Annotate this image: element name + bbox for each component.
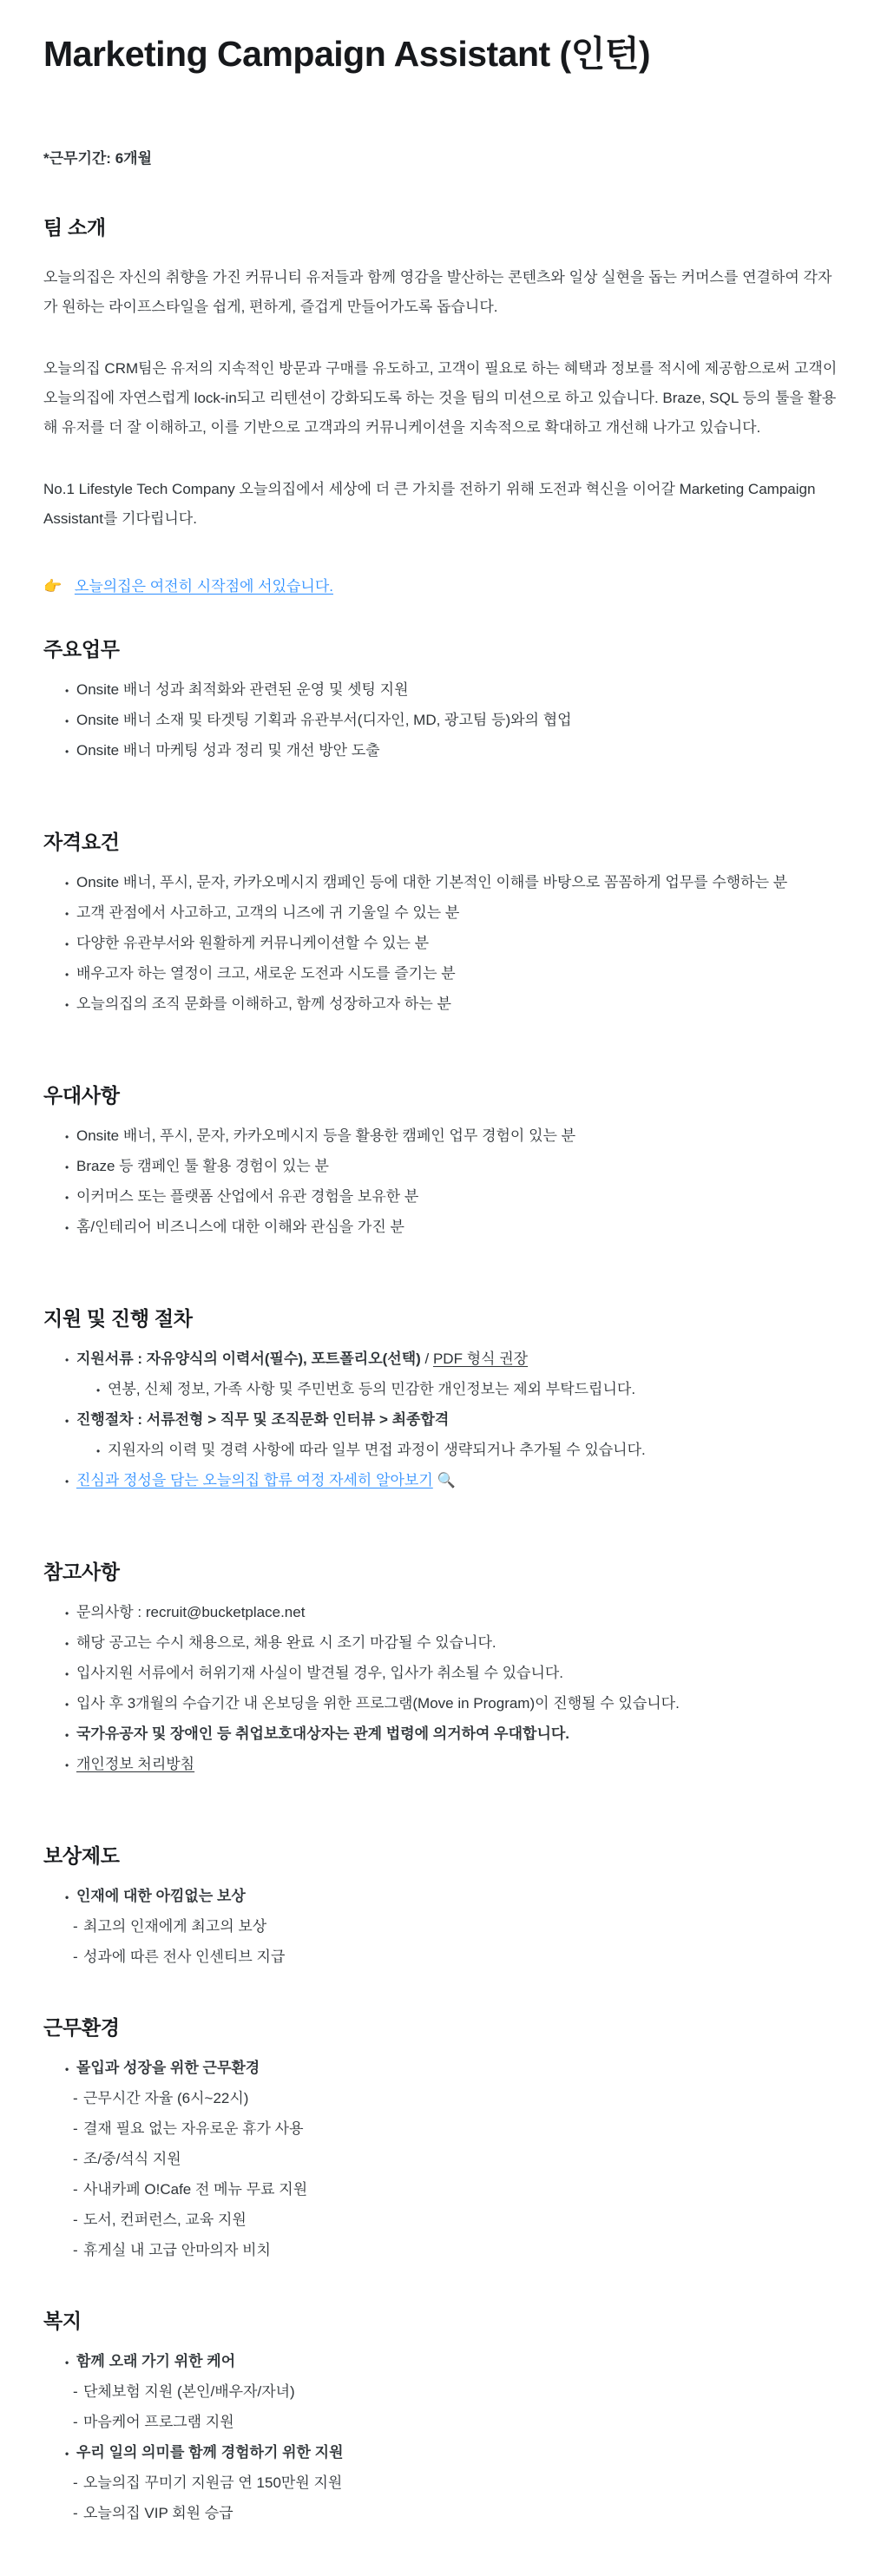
qualifications-heading: 자격요건 [43, 831, 120, 853]
qualifications-list [43, 872, 839, 1015]
contact-item: • 문의사항 : recruit@bucketplace.net [43, 1602, 839, 1623]
main-tasks-heading: 주요업무 [43, 638, 120, 660]
dash-item: - 근무시간 자율 (6시~22시) [43, 2088, 839, 2109]
list-item: • 입사 후 3개월의 수습기간 내 온보딩을 위한 프로그램(Move in Program)이 진행될 수 있습니다. [43, 1693, 839, 1714]
starting-point-link[interactable]: 오늘의집은 여전히 시작점에 서있습니다. [74, 578, 333, 595]
preferred-heading: 우대사항 [43, 1084, 120, 1107]
protected-applicants-item: • 국가유공자 및 장애인 등 취업보호대상자는 관계 법령에 의거하여 우대합니다. [43, 1724, 839, 1745]
apply-process-list [43, 1349, 839, 1491]
dash-item: - 오늘의집 VIP 회원 승급 [43, 2503, 839, 2524]
group-title: • 우리 일의 의미를 함께 경험하기 위한 지원 [43, 2442, 839, 2463]
sub-list-item: • 연봉, 신체 정보, 가족 사항 및 주민번호 등의 민감한 개인정보는 제외 부탁드립니다. [43, 1379, 839, 1400]
group-title: • 인재에 대한 아낌없는 보상 [43, 1886, 839, 1907]
starting-point-callout [43, 575, 839, 598]
sub-list-item: • 지원자의 이력 및 경력 사항에 따라 일부 면접 과정이 생략되거나 추가될 수 있습니다. [43, 1440, 839, 1461]
list-item: • 입사지원 서류에서 허위기재 사실이 발견될 경우, 입사가 취소될 수 있습니다. [43, 1663, 839, 1684]
compensation-heading: 보상제도 [43, 1844, 120, 1867]
list-item-documents [43, 1349, 839, 1370]
list-item: • 다양한 유관부서와 원활하게 커뮤니케이션할 수 있는 분 [43, 933, 839, 954]
list-item: • 고객 관점에서 사고하고, 고객의 니즈에 귀 기울일 수 있는 분 [43, 903, 839, 923]
magnifying-glass-icon: 🔍 [437, 1472, 456, 1489]
section-qualifications [43, 829, 839, 1015]
notes-heading: 참고사항 [43, 1561, 120, 1583]
pointing-right-icon: 👉 [43, 578, 62, 595]
documents-separator: / [420, 1350, 433, 1367]
list-item: • Onsite 배너 소재 및 타겟팅 기획과 유관부서(디자인, MD, 광고팀 등)와의 협업 [43, 710, 839, 731]
list-item: • 홈/인테리어 비즈니스에 대한 이해와 관심을 가진 분 [43, 1217, 839, 1238]
list-item: • Onsite 배너 성과 최적화와 관련된 운영 및 셋팅 지원 [43, 680, 839, 700]
list-item: • 배우고자 하는 열정이 크고, 새로운 도전과 시도를 즐기는 분 [43, 963, 839, 984]
list-item: • Onsite 배너, 푸시, 문자, 카카오메시지 캠페인 등에 대한 기본적인 이해를 바탕으로 꼼꼼하게 업무를 수행하는 분 [43, 872, 839, 893]
list-item: • Onsite 배너 마케팅 성과 정리 및 개선 방안 도출 [43, 740, 839, 761]
main-tasks-list [43, 680, 839, 761]
welfare-heading: 복지 [43, 2310, 82, 2332]
privacy-policy-link[interactable]: 개인정보 처리방침 [76, 1756, 195, 1772]
dash-item: - 결재 필요 없는 자유로운 휴가 사용 [43, 2119, 839, 2139]
journey-link[interactable]: 진심과 정성을 담는 오늘의집 합류 여정 자세히 알아보기 [76, 1472, 433, 1488]
preferred-list [43, 1126, 839, 1238]
section-notes [43, 1559, 839, 1775]
dash-item: - 휴게실 내 고급 안마의자 비치 [43, 2240, 839, 2261]
group-title: • 몰입과 성장을 위한 근무환경 [43, 2058, 839, 2079]
list-item-journey [43, 1470, 839, 1491]
section-welfare [43, 2308, 839, 2524]
team-intro-heading: 팀 소개 [43, 216, 106, 239]
pdf-format-note: PDF 형식 권장 [432, 1350, 529, 1367]
section-work-environment [43, 2014, 839, 2261]
page-title: Marketing Campaign Assistant (인턴) [43, 34, 651, 74]
list-item: • 오늘의집의 조직 문화를 이해하고, 함께 성장하고자 하는 분 [43, 994, 839, 1015]
work-environment-list [43, 2058, 839, 2261]
dash-item: - 도서, 컨퍼런스, 교육 지원 [43, 2210, 839, 2231]
team-intro-paragraph: No.1 Lifestyle Tech Company 오늘의집에서 세상에 더 큰 가치를 전하기 위해 도전과 혁신을 이어갈 Marketing Campaign Assistant를 기다립니다. [43, 481, 816, 527]
welfare-list [43, 2351, 839, 2524]
apply-process-heading: 지원 및 진행 절차 [43, 1307, 193, 1330]
dash-item: - 조/중/석식 지원 [43, 2149, 839, 2170]
section-main-tasks [43, 636, 839, 761]
team-intro-paragraph: 오늘의집은 자신의 취향을 가진 커뮤니티 유저들과 함께 영감을 발산하는 콘텐츠와 일상 실현을 돕는 커머스를 연결하여 각자가 원하는 라이프스타일을 쉽게, 편하게, 즐겁게 만들어가도록 돕습니다. [43, 269, 832, 315]
employment-period-note: *근무기간: 6개월 [43, 150, 152, 167]
list-item: • 이커머스 또는 플랫폼 산업에서 유관 경험을 보유한 분 [43, 1186, 839, 1207]
compensation-list [43, 1886, 839, 1968]
list-item: • Onsite 배너, 푸시, 문자, 카카오메시지 등을 활용한 캠페인 업무 경험이 있는 분 [43, 1126, 839, 1147]
section-preferred [43, 1082, 839, 1238]
dash-item: - 단체보험 지원 (본인/배우자/자녀) [43, 2382, 839, 2402]
section-team-intro [43, 214, 839, 598]
dash-item: - 최고의 인재에게 최고의 보상 [43, 1916, 839, 1937]
dash-item: - 사내카페 O!Cafe 전 메뉴 무료 지원 [43, 2179, 839, 2200]
dash-item: - 오늘의집 꾸미기 지원금 연 150만원 지원 [43, 2473, 839, 2494]
group-title: • 함께 오래 가기 위한 케어 [43, 2351, 839, 2372]
dash-item: - 마음케어 프로그램 지원 [43, 2412, 839, 2433]
privacy-policy-item [43, 1754, 839, 1775]
dash-item: - 성과에 따른 전사 인센티브 지급 [43, 1947, 839, 1968]
team-intro-paragraph: 오늘의집 CRM팀은 유저의 지속적인 방문과 구매를 유도하고, 고객이 필요로 하는 혜택과 정보를 적시에 제공함으로써 고객이 오늘의집에 자연스럽게 lock-in되고 리텐션이 강화되도록 하는 것을 팀의 미션으로 하고 있습니다. Braze, SQL 등의 툴을 활용해 유저를 더 잘 이해하고, 이를 기반으로 고객과의 커뮤니케이션을 지속적으로 확대하고 개선해 나가고 있습니다. [43, 360, 838, 436]
section-compensation [43, 1843, 839, 1968]
list-item: • 해당 공고는 수시 채용으로, 채용 완료 시 조기 마감될 수 있습니다. [43, 1633, 839, 1653]
work-environment-heading: 근무환경 [43, 2016, 120, 2039]
documents-label: 지원서류 : 자유양식의 이력서(필수), 포트폴리오(선택) [76, 1350, 421, 1367]
section-apply-process [43, 1305, 839, 1491]
list-item-steps: • 진행절차 : 서류전형 > 직무 및 조직문화 인터뷰 > 최종합격 [43, 1410, 839, 1430]
notes-list [43, 1602, 839, 1775]
list-item: • Braze 등 캠페인 툴 활용 경험이 있는 분 [43, 1156, 839, 1177]
